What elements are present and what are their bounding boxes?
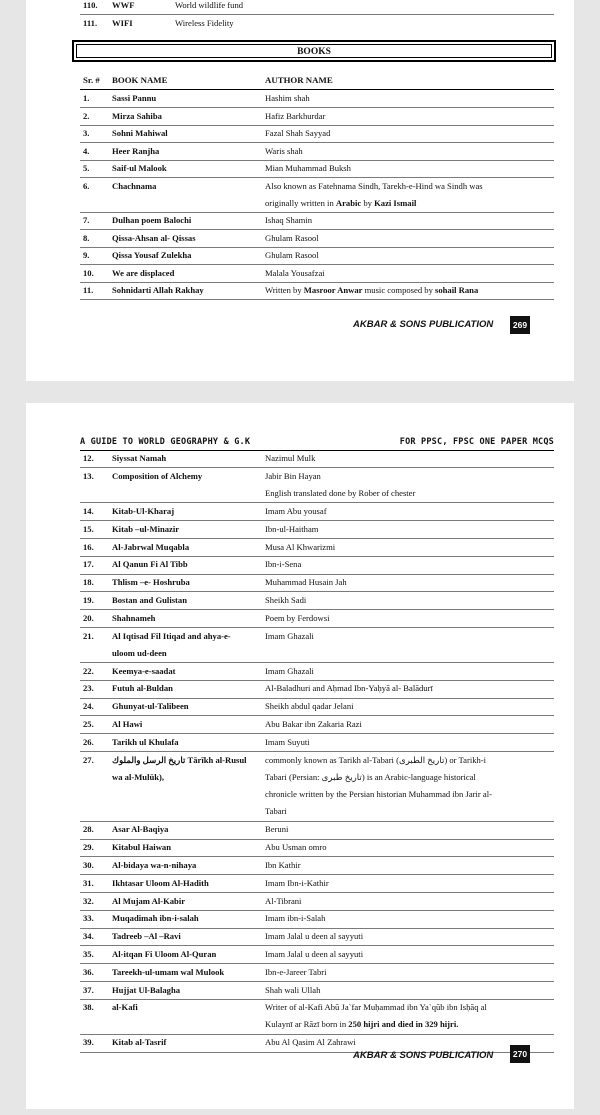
book-name: Composition of Alchemy: [112, 470, 203, 481]
book-name: Tarikh ul Khulafa: [112, 736, 179, 747]
book-name: Shahnameh: [112, 612, 156, 623]
author-name: Ibn-e-Jareer Tabri: [265, 966, 327, 977]
row-number: 1.: [83, 93, 90, 103]
book-name: Sassi Pannu: [112, 93, 157, 103]
author-name: Abu Usman omro: [265, 842, 327, 853]
row-number: 17.: [83, 559, 94, 570]
table-row: [80, 839, 554, 857]
author-text: originally written in: [265, 197, 336, 208]
author-line: Jabir Bin Hayan: [265, 470, 321, 481]
row-number: 28.: [83, 824, 94, 835]
table-row: [80, 734, 554, 752]
book-name: Saif-ul Malook: [112, 163, 167, 173]
table-row: [80, 716, 554, 734]
row-number: 27.: [83, 754, 94, 765]
book-name: Ghunyat-ul-Talibeen: [112, 701, 189, 712]
author-text: by: [361, 197, 375, 208]
book-name: Qissa Yousaf Zulekha: [112, 250, 192, 260]
author-name: Imam Jalal u deen al sayyuti: [265, 948, 364, 959]
table-row: [80, 821, 554, 839]
author-bold-text: Arabic: [335, 197, 362, 208]
row-number: 36.: [83, 966, 94, 977]
table-row: [80, 143, 554, 161]
header-sr: Sr. #: [83, 75, 100, 85]
author-name: [265, 178, 552, 212]
row-number: 38.: [83, 1002, 94, 1013]
book-name: Al-bidaya wa-n-nihaya: [112, 859, 197, 870]
table-row: [80, 628, 554, 664]
row-number: 22.: [83, 665, 94, 676]
author-name: Hafiz Barkhurdar: [265, 110, 326, 121]
author-text: Kulaynī ar Rāzī born in: [265, 1019, 349, 1030]
row-number: 23.: [83, 683, 94, 694]
author-name: Imam Suyuti: [265, 736, 310, 747]
author-name: Abu Al Qasim Al Zahrawi: [265, 1037, 356, 1048]
book-name: Kitab –ul-Minazir: [112, 523, 180, 534]
author-line: Tabari: [265, 805, 287, 816]
row-number: 25.: [83, 719, 94, 729]
running-head-right: FOR PPSC, FPSC ONE PAPER MCQS: [399, 437, 554, 447]
author-name: Imam ibn-i-Salah: [265, 913, 326, 924]
author-line: commonly known as Tarikh al-Tabari (تاریخ الطبری) or Tarikh-i: [265, 754, 487, 765]
row-number: 24.: [83, 701, 94, 712]
table-row: [80, 964, 554, 982]
publisher-name: AKBAR & SONS PUBLICATION: [353, 319, 494, 330]
running-head-left: A GUIDE TO WORLD GEOGRAPHY & G.K: [80, 437, 251, 447]
author-line: Tabari (Persian: تاریخ طبری) is an Arabic-language historical: [265, 771, 476, 782]
table-header: [80, 72, 554, 90]
table-row: [80, 946, 554, 964]
book-name: Kitab-Ul-Kharaj: [112, 505, 175, 516]
row-number: 14.: [83, 505, 94, 516]
table-row: [80, 999, 554, 1035]
author-name: [265, 752, 552, 820]
author-text: music composed by: [362, 285, 436, 295]
book-name-line: Al Iqtisad Fil Itiqad and ahya-e-: [112, 630, 231, 641]
row-number: 32.: [83, 895, 94, 906]
table-row: [80, 680, 554, 698]
page-number: 270: [510, 1045, 530, 1063]
book-name: Kitab al-Tasrif: [112, 1037, 167, 1048]
table-row: [80, 556, 554, 574]
table-row: [80, 125, 554, 143]
book-name: Thlism –e- Hoshruba: [112, 577, 190, 588]
book-name: Sohnidarti Allah Rakhay: [112, 285, 204, 295]
book-name: Muqadimah ibn-i-salah: [112, 913, 199, 924]
author-line: [265, 1016, 552, 1033]
book-name: Bostan and Gulistan: [112, 594, 187, 605]
author-name: Musa Al Khwarizmi: [265, 541, 336, 552]
page-number: 269: [510, 316, 530, 334]
table-row: [80, 521, 554, 539]
author-name: [265, 282, 552, 299]
book-name: We are displaced: [112, 267, 175, 278]
book-name: [112, 752, 262, 786]
row-number: 10.: [83, 267, 94, 278]
table-row: [80, 910, 554, 928]
table-row: [80, 230, 554, 248]
row-number: 18.: [83, 577, 94, 588]
row-number: 19.: [83, 594, 94, 605]
author-name: Malala Yousafzai: [265, 267, 325, 278]
book-name-line: uloom ud-deen: [112, 647, 167, 658]
row-number: 29.: [83, 842, 94, 853]
author-name: Al-Tibrani: [265, 895, 302, 906]
book-name: al-Kafi: [112, 1002, 138, 1013]
book-name: Al Mujam Al-Kabir: [112, 895, 186, 906]
table-row: [80, 265, 554, 283]
table-row: [80, 875, 554, 893]
book-name: Asar Al-Baqiya: [112, 824, 169, 835]
table-row: [80, 698, 554, 716]
row-number: 6.: [83, 180, 90, 191]
author-name: Imam Jalal u deen al sayyuti: [265, 931, 364, 942]
row-abbreviation: WWF: [112, 0, 135, 10]
author-name: [265, 999, 552, 1033]
table-row: [80, 247, 554, 265]
row-number: 34.: [83, 931, 94, 942]
table-row: [80, 539, 554, 557]
author-name: Muhammad Husain Jah: [265, 577, 347, 588]
book-name: Dulhan poem Balochi: [112, 215, 192, 225]
author-name: Imam Ghazali: [265, 630, 314, 641]
author-name: Poem by Ferdowsi: [265, 612, 330, 623]
author-name: Mian Muhammad Buksh: [265, 163, 351, 173]
book-name: Futuh al-Buldan: [112, 683, 173, 694]
row-number: 110.: [83, 0, 98, 10]
row-number: 39.: [83, 1037, 94, 1048]
table-row: [80, 857, 554, 875]
author-name: Imam Abu yousaf: [265, 505, 327, 516]
table-row: [80, 468, 554, 504]
row-number: 111.: [83, 18, 98, 28]
author-name: Imam Ghazali: [265, 665, 314, 676]
book-name: Al Hawi: [112, 719, 143, 729]
book-name: Keemya-e-saadat: [112, 665, 176, 676]
row-number: 11.: [83, 285, 94, 295]
section-title: BOOKS: [76, 44, 552, 58]
row-number: 37.: [83, 984, 94, 995]
author-bold-text: 250 hijri and died in 329 hijri.: [348, 1019, 459, 1030]
book-name-line: wa al-Mulūk),: [112, 771, 165, 782]
row-number: 8.: [83, 232, 90, 243]
table-row: [80, 108, 554, 126]
table-row: [80, 663, 554, 681]
author-name: Ibn Kathir: [265, 859, 301, 870]
header-book-name: BOOK NAME: [112, 75, 168, 85]
section-title-box: [72, 40, 556, 62]
table-row: [80, 0, 554, 15]
row-number: 13.: [83, 470, 94, 481]
table-row: [80, 212, 554, 230]
book-name: Mirza Sahiba: [112, 110, 162, 121]
row-abbreviation: WIFI: [112, 18, 133, 28]
author-bold-text: Kazi Ismail: [374, 197, 417, 208]
author-name: Ghulam Rasool: [265, 232, 319, 243]
author-line: chronicle written by the Persian historian Muhammad ibn Jarir al-: [265, 788, 492, 799]
book-name: [112, 628, 262, 662]
table-row: [80, 503, 554, 521]
row-number: 33.: [83, 913, 94, 924]
author-name: Beruni: [265, 824, 289, 835]
row-number: 7.: [83, 215, 90, 225]
author-name: Shah wali Ullah: [265, 984, 321, 995]
book-name: Ikhtasar Uloom Al-Hadith: [112, 877, 209, 888]
row-number: 9.: [83, 250, 90, 260]
book-name: Al-Jabrwal Muqabla: [112, 541, 190, 552]
book-name-line: تاريخ الرسل والملوك Tārīkh al-Rusul: [112, 754, 247, 765]
table-row: [80, 178, 554, 213]
row-number: 2.: [83, 110, 90, 121]
row-number: 16.: [83, 541, 94, 552]
author-name: Sheikh abdul qadar Jelani: [265, 701, 354, 712]
author-name: Ghulam Rasool: [265, 250, 319, 260]
author-name: Abu Bakar ibn Zakaria Razi: [265, 719, 362, 729]
table-row: [80, 450, 554, 468]
author-name: Ishaq Shamin: [265, 215, 313, 225]
publisher-name: AKBAR & SONS PUBLICATION: [353, 1050, 494, 1061]
row-number: 5.: [83, 163, 90, 173]
row-number: 12.: [83, 453, 94, 463]
book-name: Tadreeb –Al –Ravi: [112, 931, 181, 942]
table-row: [80, 574, 554, 592]
author-name: Nazimul Mulk: [265, 453, 316, 463]
row-number: 21.: [83, 630, 94, 641]
row-number: 20.: [83, 612, 94, 623]
book-name: Heer Ranjha: [112, 145, 160, 156]
author-name: Ibn-i-Sena: [265, 559, 302, 570]
book-name: Tareekh-ul-umam wal Mulook: [112, 966, 225, 977]
book-name: Hujjat Ul-Balagha: [112, 984, 181, 995]
author-name: Waris shah: [265, 145, 303, 156]
author-text: Written by: [265, 285, 304, 295]
author-name: Imam Ibn-i-Kathir: [265, 877, 329, 888]
book-name: Qissa-Ahsan al- Qissas: [112, 232, 196, 243]
author-name: [265, 468, 552, 502]
book-name: Al Qanun Fi Al Tibb: [112, 559, 188, 570]
table-row: [80, 982, 554, 1000]
row-number: 30.: [83, 859, 94, 870]
row-number: 3.: [83, 128, 90, 138]
table-row: [80, 610, 554, 628]
author-line: Also known as Fatehnama Sindh, Tarekh-e-Hind wa Sindh was: [265, 180, 483, 191]
book-name: Chachnama: [112, 180, 157, 191]
author-line: English translated done by Rober of chester: [265, 487, 416, 498]
table-row: [80, 893, 554, 911]
row-meaning: World wildlife fund: [175, 0, 244, 10]
author-name: Al-Baladhuri and Aḥmad Ibn-Yaḥyā al- Balādurī: [265, 683, 433, 694]
book-name: Sohni Mahiwal: [112, 128, 168, 138]
author-line: Writer of al-Kafi Abū Ja`far Muḥammad ibn Ya`qūb ibn Isḥāq al: [265, 1002, 487, 1013]
author-name: Hashim shah: [265, 93, 310, 103]
author-name: Fazal Shah Sayyad: [265, 128, 331, 138]
row-number: 15.: [83, 523, 94, 534]
author-bold-text: Masroor Anwar: [303, 285, 363, 295]
row-meaning: Wireless Fidelity: [175, 18, 234, 28]
book-name: Al-itqan Fi Uloom Al-Quran: [112, 948, 217, 959]
table-row: [80, 15, 554, 32]
table-row: [80, 592, 554, 610]
book-name: Siyssat Namah: [112, 453, 167, 463]
page-269: [26, 0, 574, 381]
table-row: [80, 752, 554, 822]
table-row: [80, 90, 554, 108]
row-number: 35.: [83, 948, 94, 959]
row-number: 31.: [83, 877, 94, 888]
row-number: 26.: [83, 736, 94, 747]
author-bold-text: sohail Rana: [435, 285, 479, 295]
header-author-name: AUTHOR NAME: [265, 75, 333, 85]
page-270: [26, 403, 574, 1109]
table-row: [80, 928, 554, 946]
author-line: [265, 195, 552, 212]
row-number: 4.: [83, 145, 90, 156]
table-row: [80, 282, 554, 300]
book-name: Kitabul Haiwan: [112, 842, 171, 853]
author-name: Sheikh Sadi: [265, 594, 307, 605]
author-name: Ibn-ul-Haitham: [265, 523, 319, 534]
table-row: [80, 160, 554, 178]
